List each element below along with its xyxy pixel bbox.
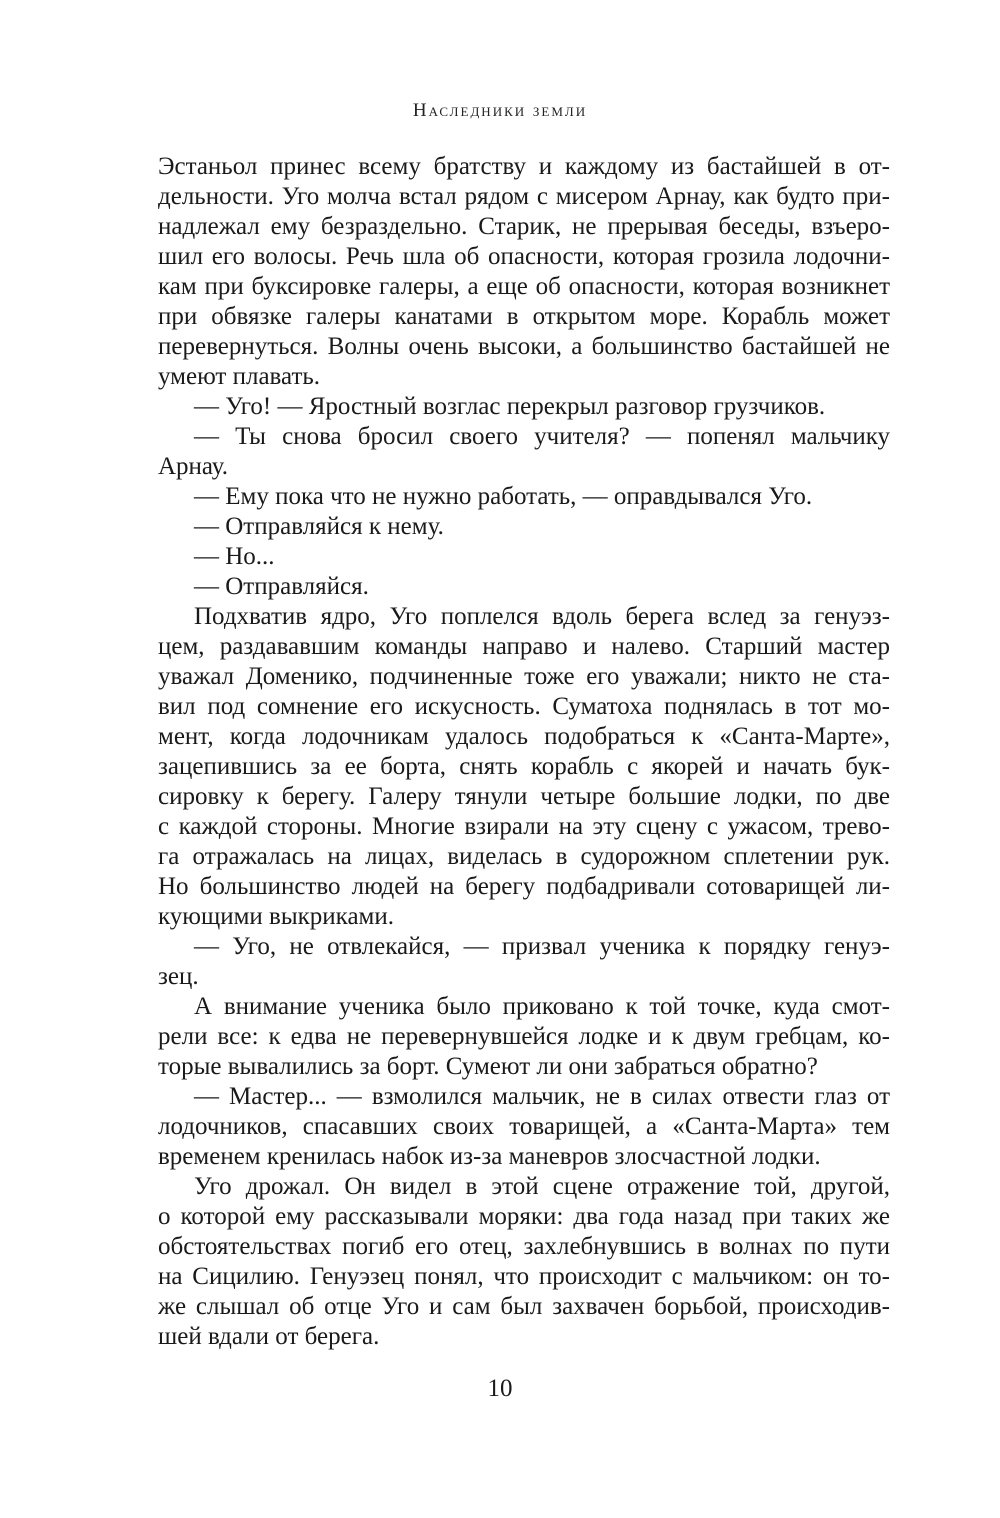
text-line: — Но... [194,543,275,570]
text-line: — Отправляйся к нему. [194,513,444,540]
text-line: сировку к берегу. Галеру тянули четыре большие лодки, по две [158,783,890,810]
text-line: при обвязке галеры канатами в открытом море. Корабль может [158,303,890,330]
text-line: перевернуться. Волны очень высоки, а большинство бастайшей не [158,333,890,360]
text-line: — Ты снова бросил своего учителя? — попенял мальчику [194,423,890,450]
text-line: Но большинство людей на берегу подбадривали сотоварищей ли- [158,873,890,900]
text-line: лодочников, спасавших своих товарищей, а «Санта-Марта» тем [158,1113,890,1140]
text-line: о которой ему рассказывали моряки: два года назад при таких же [158,1203,890,1230]
text-line: шей вдали от берега. [158,1323,380,1350]
text-line: временем кренилась набок из-за маневров злосчастной лодки. [158,1143,821,1170]
running-header: Наследники земли [412,100,588,121]
text-line: рели все: к едва не перевернувшейся лодке и к двум гребцам, ко- [158,1023,890,1050]
text-line: — Мастер... — взмолился мальчик, не в силах отвести глаз от [194,1083,890,1110]
text-line: кам при буксировке галеры, а еще об опасности, которая возникнет [158,273,890,300]
text-line: — Уго, не отвлекайся, — призвал ученика к порядку генуэ- [194,933,890,960]
text-line: га отражалась на лицах, виделась в судорожном сплетении рук. [158,843,890,870]
text-line: Уго дрожал. Он видел в этой сцене отражение той, другой, [194,1173,890,1200]
text-line: мент, когда лодочникам удалось подобраться к «Санта-Марте», [158,723,890,750]
text-line: дельности. Уго молча встал рядом с мисером Арнау, как будто при- [158,183,890,210]
text-line: кующими выкриками. [158,903,394,930]
text-line: же слышал об отце Уго и сам был захвачен борьбой, происходив- [158,1293,890,1320]
text-line: вил под сомнение его искусность. Суматоха поднялась в тот мо- [158,693,890,720]
text-line: торые вывалились за борт. Сумеют ли они забраться обратно? [158,1053,818,1080]
text-line: умеют плавать. [158,363,321,390]
text-line: А внимание ученика было приковано к той точке, куда смот- [194,993,890,1020]
text-line: Подхватив ядро, Уго поплелся вдоль берега вслед за генуэз- [194,603,890,630]
text-line: на Сицилию. Генуэзец понял, что происходит с мальчиком: он то- [158,1263,890,1290]
text-line: шил его волосы. Речь шла об опасности, которая грозила лодочни- [158,243,890,270]
text-line: надлежал ему безраздельно. Старик, не прерывая беседы, взъеро- [158,213,890,240]
text-line: Эстаньол принес всему братству и каждому из бастайшей в от- [158,153,890,180]
page-number: 10 [487,1375,513,1402]
body-text [158,152,890,1352]
text-line: зец. [158,963,199,990]
text-line: с каждой стороны. Многие взирали на эту сцену с ужасом, трево- [158,813,890,840]
text-line: — Отправляйся. [194,573,369,600]
text-line: — Ему пока что не нужно работать, — оправдывался Уго. [194,483,813,510]
text-line: обстоятельствах погиб его отец, захлебнувшись в волнах по пути [158,1233,890,1260]
text-line: уважал Доменико, подчиненные тоже его уважали; никто не ста- [158,663,890,690]
text-line: Арнау. [158,453,229,480]
text-line: цем, раздававшим команды направо и налево. Старший мастер [158,633,890,660]
text-line: зацепившись за ее борта, снять корабль с якорей и начать бук- [158,753,890,780]
text-line: — Уго! — Яростный возглас перекрыл разговор грузчиков. [194,393,826,420]
